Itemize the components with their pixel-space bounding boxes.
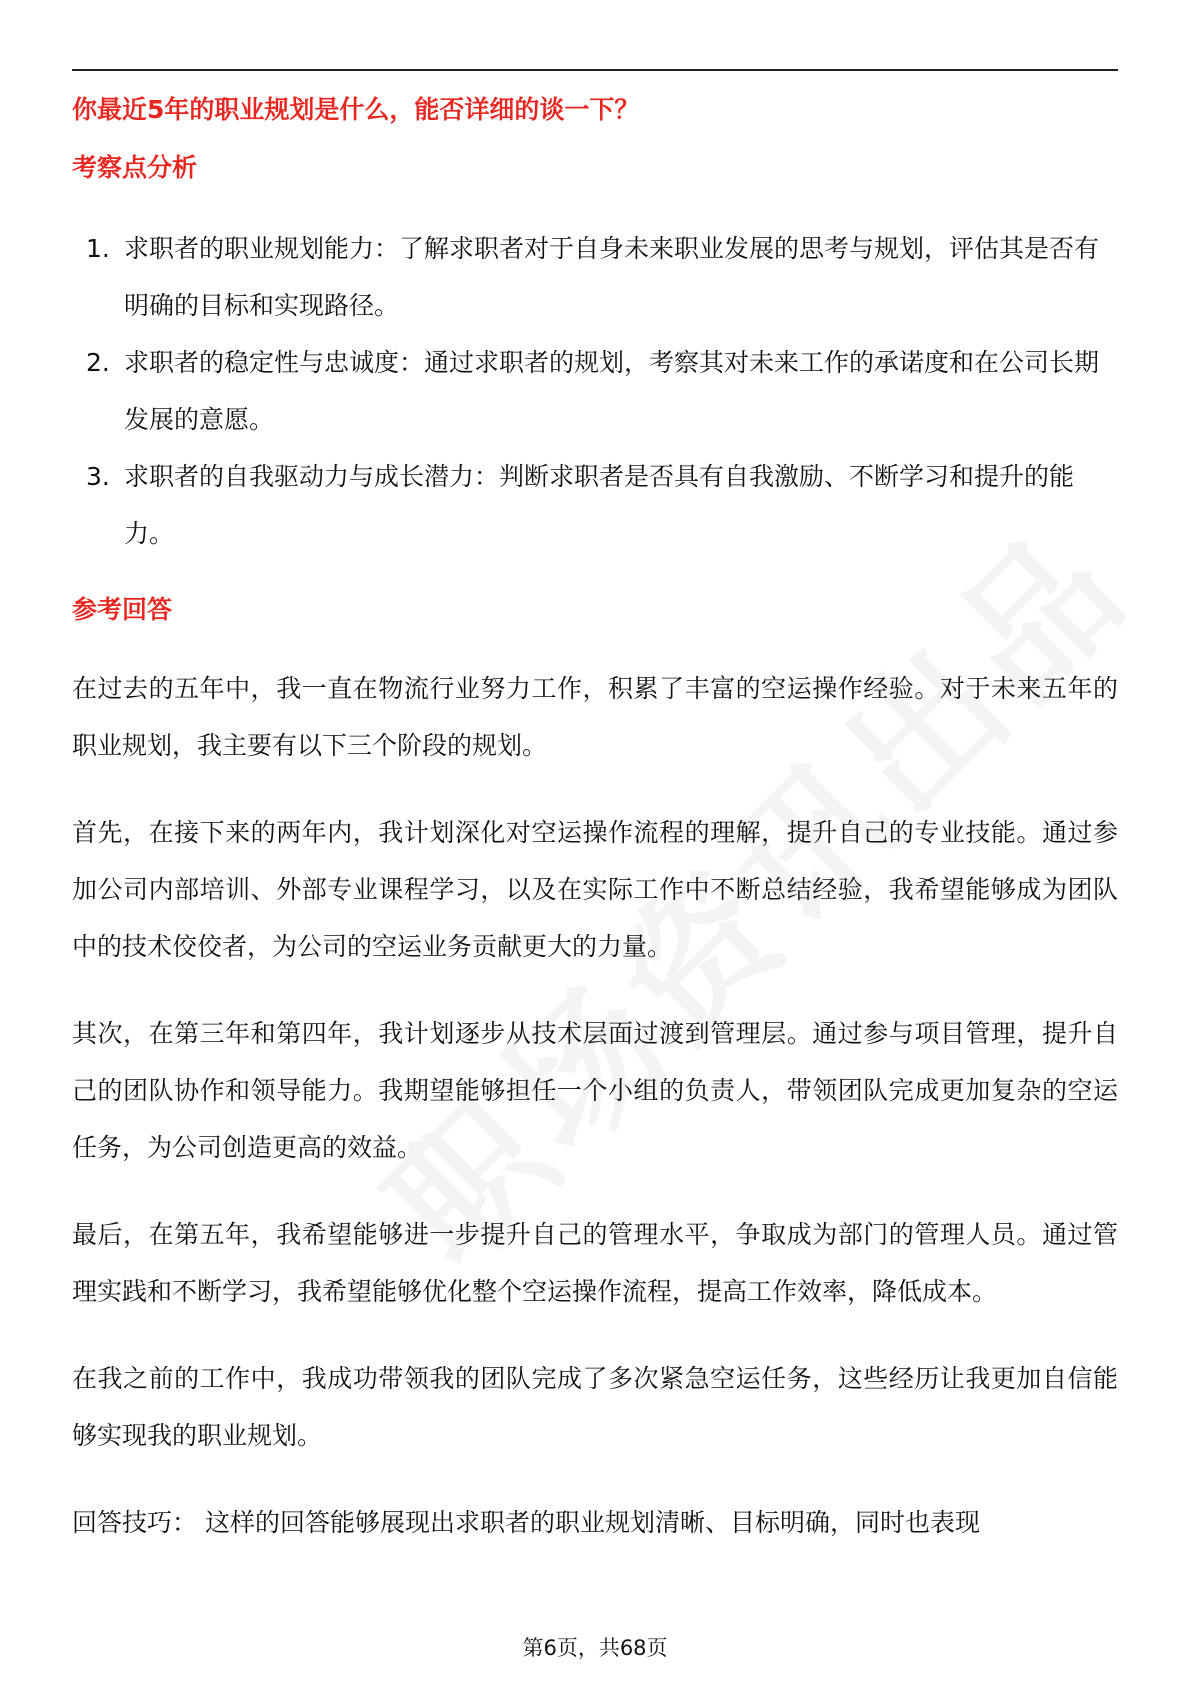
answer-body (72, 660, 1118, 1581)
item-text: 求职者的自我驱动力与成长潜力：判断求职者是否具有自我激励、不断学习和提升的能力。 (124, 462, 1075, 548)
answer-heading: 参考回答 (72, 595, 173, 624)
top-divider (72, 69, 1118, 71)
analysis-list (72, 220, 1118, 562)
answer-paragraph: 首先，在接下来的两年内，我计划深化对空运操作流程的理解，提升自己的专业技能。通过参加公司内部培训、外部专业课程学习，以及在实际工作中不断总结经验，我希望能够成为团队中的技术佼佼者，为公司的空运业务贡献更大的力量。 (72, 818, 1118, 961)
answer-paragraph: 在过去的五年中，我一直在物流行业努力工作，积累了丰富的空运操作经验。对于未来五年的职业规划，我主要有以下三个阶段的规划。 (72, 674, 1118, 760)
answer-paragraph: 其次，在第三年和第四年，我计划逐步从技术层面过渡到管理层。通过参与项目管理，提升自己的团队协作和领导能力。我期望能够担任一个小组的负责人，带领团队完成更加复杂的空运任务，为公司创造更高的效益。 (72, 1019, 1118, 1162)
item-text: 求职者的稳定性与忠诚度：通过求职者的规划，考察其对未来工作的承诺度和在公司长期发展的意愿。 (124, 348, 1100, 434)
answer-paragraph: 最后，在第五年，我希望能够进一步提升自己的管理水平，争取成为部门的管理人员。通过管理实践和不断学习，我希望能够优化整个空运操作流程，提高工作效率，降低成本。 (72, 1220, 1118, 1306)
question-title: 你最近5年的职业规划是什么，能否详细的谈一下？ (72, 95, 640, 124)
analysis-heading: 考察点分析 (72, 153, 198, 182)
page-number: 第6页，共68页 (522, 1636, 668, 1660)
item-number: 3. (86, 462, 110, 491)
item-text: 求职者的职业规划能力：了解求职者对于自身未来职业发展的思考与规划，评估其是否有明确的目标和实现路径。 (124, 234, 1100, 320)
answer-paragraph: 在我之前的工作中，我成功带领我的团队完成了多次紧急空运任务，这些经历让我更加自信能够实现我的职业规划。 (72, 1364, 1118, 1450)
analysis-item (72, 334, 1118, 448)
analysis-item (72, 220, 1118, 334)
answer-tip: 回答技巧： 这样的回答能够展现出求职者的职业规划清晰、目标明确，同时也表现 (72, 1508, 980, 1537)
analysis-item (72, 448, 1118, 562)
item-number: 1. (86, 234, 110, 263)
item-number: 2. (86, 348, 110, 377)
